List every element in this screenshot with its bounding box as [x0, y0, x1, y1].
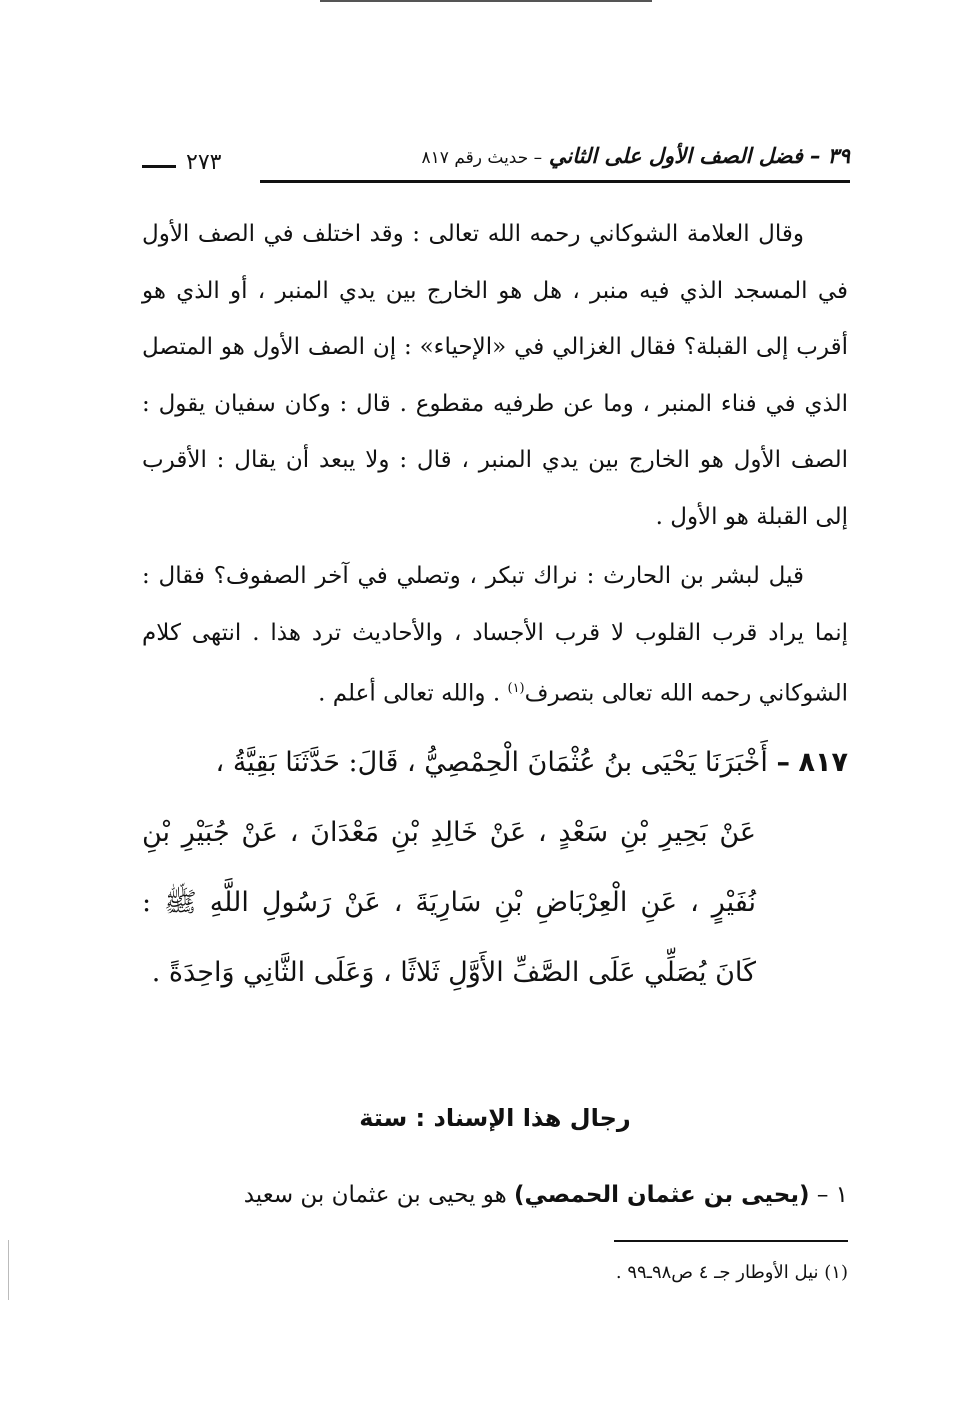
commentary-paragraph-2: [142, 548, 848, 722]
hadith-dash: –: [776, 747, 790, 778]
commentary-text-2-end: . والله تعالى أعلم .: [318, 680, 508, 707]
narrator-entry: [142, 1170, 848, 1220]
footnote: (١) نيل الأوطار جـ ٤ ص٩٨ـ٩٩ .: [615, 1262, 848, 1283]
hadith-number: ٨١٧: [798, 747, 848, 778]
footnote-reference: (١): [507, 681, 525, 696]
footnote-rule: [614, 1240, 848, 1242]
chapter-name: فضل الصف الأول على الثاني: [548, 144, 803, 168]
page-number: ٢٧٣: [186, 150, 222, 175]
hadith-line-1: أَخْبَرَنَا يَحْيَى بنُ عُثْمَانَ الْحِمْصِيُّ ، قَالَ: حَدَّثَنَا بَقِيَّةُ ،: [215, 747, 768, 778]
commentary-paragraph-1: [142, 206, 848, 545]
section-heading: رجال هذا الإسناد : ستة: [359, 1104, 631, 1132]
commentary-text-2: قيل لبشر بن الحارث : نراك تبكر ، وتصلي في آخر الصفوف؟ فقال : إنما يراد قرب القلوب لا قرب الأجساد ، والأحاديث ترد هذا . انتهى كلام الشوكاني رحمه الله تعالى بتصرف: [142, 563, 848, 707]
narrator-number: ١ –: [816, 1182, 848, 1208]
commentary-text-1: وقال العلامة الشوكاني رحمه الله تعالى : وقد اختلف في الصف الأول في المسجد الذي فيه منبر ، هل هو الخارج بين يدي المنبر ، أو الذي هو أقرب إلى القبلة؟ فقال الغزالي في «الإحياء» : إن الصف الأول هو المتصل الذي في فناء المنبر ، وما عن طرفيه مقطوع . قال : وكان سفيان يقول : الصف الأول هو الخارج بين يدي المنبر ، قال : ولا يبعد أن يقال : الأقرب إلى القبلة هو الأول .: [142, 221, 848, 530]
chapter-number: ٣٩: [827, 144, 850, 168]
running-header: [142, 140, 850, 186]
page-number-dash: [142, 165, 176, 168]
margin-mark: [8, 1240, 9, 1300]
narrator-description: هو يحيى بن عثمان بن سعيد: [243, 1182, 507, 1208]
narrator-name: (يحيى بن عثمان الحمصي): [514, 1182, 810, 1208]
chapter-title: ٣٩ – فضل الصف الأول على الثاني – حديث رقم ٨١٧: [421, 144, 850, 168]
hadith-text: [142, 728, 848, 1008]
hadith-reference: حديث رقم ٨١٧: [421, 148, 529, 168]
hadith-continuation: عَنْ بَحِيرِ بْنِ سَعْدٍ ، عَنْ خَالِدِ بْنِ مَعْدَانَ ، عَنْ جُبَيْرِ بْنِ نُفَيْرٍ ، عَنِ الْعِرْبَاضِ بْنِ سَارِيَةَ ، عَنْ رَسُولِ اللَّهِ ﷺ : كَانَ يُصَلِّي عَلَى الصَّفِّ الأَوَّلِ ثَلاثًا ، وَعَلَى الثَّانِي وَاحِدَةً .: [142, 817, 756, 988]
header-rule: [260, 180, 850, 183]
top-edge-rule: [320, 0, 652, 2]
